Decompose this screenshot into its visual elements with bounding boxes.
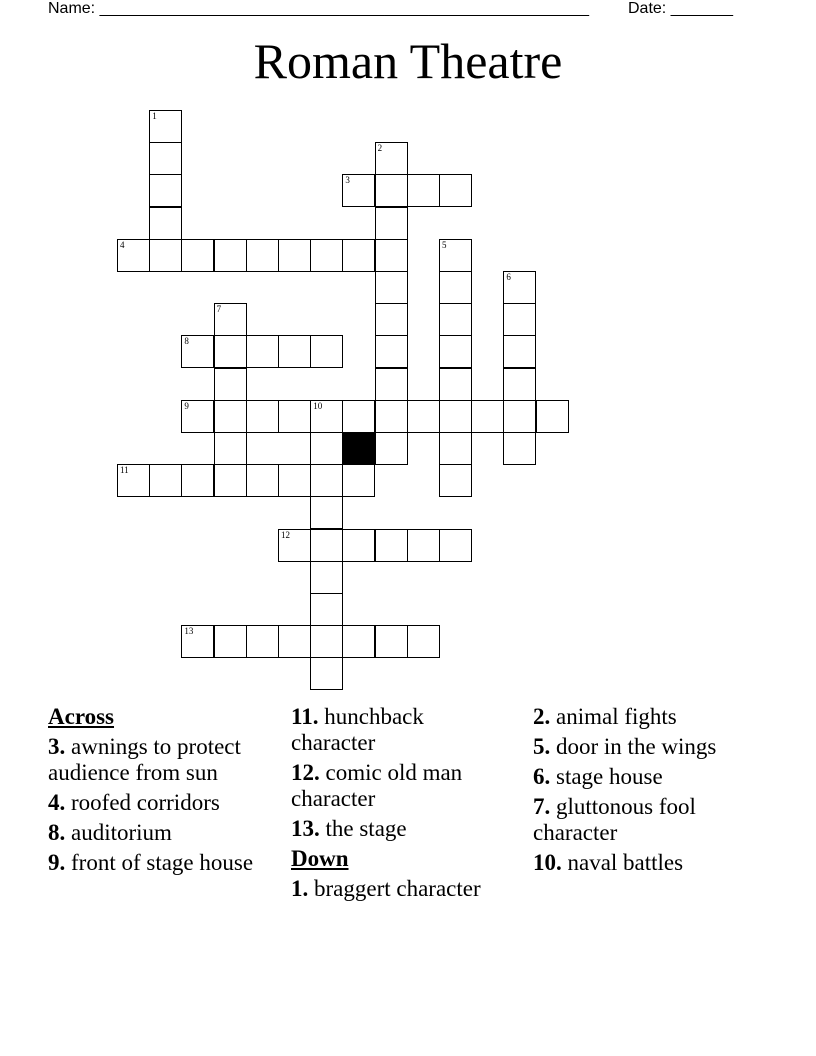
grid-cell[interactable] <box>214 625 247 658</box>
grid-cell[interactable] <box>310 625 343 658</box>
grid-cell[interactable] <box>246 335 279 368</box>
clue-item <box>291 760 511 812</box>
grid-cell[interactable] <box>342 529 375 562</box>
grid-cell[interactable] <box>310 400 343 433</box>
grid-cell[interactable] <box>149 174 182 207</box>
clue-item-text: animal fights <box>550 704 677 729</box>
grid-cell[interactable] <box>278 625 311 658</box>
grid-cell[interactable] <box>310 335 343 368</box>
clue-number: 9 <box>184 400 189 411</box>
clue-item-text: stage house <box>550 764 663 789</box>
clue-item-number: 1. <box>291 876 309 901</box>
grid-cell[interactable] <box>375 303 408 336</box>
grid-cell[interactable] <box>181 625 214 658</box>
clue-item-number: 9. <box>48 850 66 875</box>
grid-cell[interactable] <box>310 593 343 626</box>
grid-cell[interactable] <box>149 142 182 175</box>
grid-cell[interactable] <box>181 239 214 272</box>
grid-cell[interactable] <box>149 207 182 240</box>
grid-cell[interactable] <box>246 464 279 497</box>
grid-cell[interactable] <box>375 207 408 240</box>
grid-cell[interactable] <box>149 239 182 272</box>
clue-item-text: gluttonous fool character <box>533 794 696 845</box>
grid-cell[interactable] <box>214 335 247 368</box>
grid-cell[interactable] <box>149 110 182 143</box>
grid-cell[interactable] <box>278 400 311 433</box>
clue-item-number: 12. <box>291 760 320 785</box>
clue-item-number: 4. <box>48 790 66 815</box>
grid-cell[interactable] <box>439 368 472 401</box>
grid-cell[interactable] <box>181 335 214 368</box>
clue-item-number: 2. <box>533 704 551 729</box>
grid-cell[interactable] <box>375 335 408 368</box>
clue-item-text: the stage <box>319 816 407 841</box>
clue-column-1 <box>48 704 268 880</box>
down-heading: Down <box>291 846 349 871</box>
grid-cell[interactable] <box>246 625 279 658</box>
clue-item-text: auditorium <box>65 820 172 845</box>
grid-cell[interactable] <box>246 400 279 433</box>
clue-item-number: 7. <box>533 794 551 819</box>
grid-cell[interactable] <box>214 368 247 401</box>
grid-cell[interactable] <box>407 625 440 658</box>
clue-item <box>48 790 268 816</box>
grid-cell[interactable] <box>439 303 472 336</box>
clue-item-number: 11. <box>291 704 319 729</box>
across-heading: Across <box>48 704 115 729</box>
grid-cell[interactable] <box>342 625 375 658</box>
grid-cell[interactable] <box>439 432 472 465</box>
grid-cell[interactable] <box>181 464 214 497</box>
date-field-label: Date: _______ <box>628 0 733 17</box>
grid-cell[interactable] <box>310 496 343 529</box>
grid-cell[interactable] <box>503 335 536 368</box>
clue-item <box>533 850 763 876</box>
clue-item <box>48 734 268 786</box>
grid-cell[interactable] <box>439 529 472 562</box>
grid-cell[interactable] <box>310 657 343 690</box>
clue-number: 13 <box>184 626 194 637</box>
grid-cell[interactable] <box>375 271 408 304</box>
clue-number: 6 <box>506 272 511 282</box>
name-field-label: Name: _______________________________________________________ <box>48 0 589 17</box>
grid-cell[interactable] <box>117 239 150 272</box>
grid-cell[interactable] <box>439 271 472 304</box>
grid-cell[interactable] <box>214 432 247 465</box>
clue-item-number: 6. <box>533 764 551 789</box>
grid-cell[interactable] <box>503 271 536 304</box>
grid-cell[interactable] <box>375 400 408 433</box>
clue-number: 12 <box>281 529 290 540</box>
grid-cell[interactable] <box>278 239 311 272</box>
clue-item <box>48 850 268 876</box>
grid-cell[interactable] <box>407 174 440 207</box>
grid-cell[interactable] <box>439 335 472 368</box>
clue-item-text: awnings to protect audience from sun <box>48 734 241 785</box>
blocked-cell <box>342 432 375 465</box>
clue-item-text: naval battles <box>561 850 684 875</box>
clue-item-text: roofed corridors <box>65 790 220 815</box>
grid-cell[interactable] <box>117 464 150 497</box>
grid-cell[interactable] <box>407 400 440 433</box>
clue-number: 10 <box>313 400 323 411</box>
clue-column-3 <box>533 704 763 880</box>
grid-cell[interactable] <box>246 239 279 272</box>
clue-number: 2 <box>377 143 383 154</box>
clue-item <box>291 816 511 842</box>
clue-item-text: front of stage house <box>65 850 254 875</box>
grid-cell[interactable] <box>342 174 375 207</box>
grid-cell[interactable] <box>278 529 311 562</box>
clue-item-number: 8. <box>48 820 66 845</box>
grid-cell[interactable] <box>342 464 375 497</box>
grid-cell[interactable] <box>375 368 408 401</box>
grid-cell[interactable] <box>536 400 569 433</box>
grid-cell[interactable] <box>375 142 408 175</box>
grid-cell[interactable] <box>310 464 343 497</box>
clue-item-text: door in the wings <box>550 734 717 759</box>
grid-cell[interactable] <box>214 400 247 433</box>
grid-cell[interactable] <box>375 625 408 658</box>
clue-column-2 <box>291 704 511 906</box>
clue-number: 3 <box>345 175 350 186</box>
grid-cell[interactable] <box>278 464 311 497</box>
grid-cell[interactable] <box>375 529 408 562</box>
grid-cell[interactable] <box>503 432 536 465</box>
clue-item-number: 5. <box>533 734 551 759</box>
clue-item <box>533 704 763 730</box>
grid-cell[interactable] <box>503 400 536 433</box>
page-title: Roman Theatre <box>253 33 563 89</box>
clue-item <box>533 764 763 790</box>
clue-number: 1 <box>152 111 157 121</box>
clue-item <box>291 704 511 756</box>
clue-item <box>291 876 511 902</box>
clue-item <box>533 734 763 760</box>
grid-cell[interactable] <box>214 239 247 272</box>
grid-cell[interactable] <box>278 335 311 368</box>
grid-cell[interactable] <box>375 239 408 272</box>
clue-item-text: hunchback character <box>291 704 424 755</box>
clue-number: 5 <box>442 239 447 250</box>
grid-cell[interactable] <box>181 400 214 433</box>
clue-number: 8 <box>184 336 189 347</box>
clue-item <box>48 820 268 846</box>
grid-cell[interactable] <box>310 529 343 562</box>
grid-cell[interactable] <box>503 303 536 336</box>
clue-item-number: 10. <box>533 850 562 875</box>
grid-cell[interactable] <box>214 464 247 497</box>
grid-cell[interactable] <box>375 432 408 465</box>
grid-cell[interactable] <box>310 432 343 465</box>
clue-number: 4 <box>120 239 125 250</box>
grid-cell[interactable] <box>439 464 472 497</box>
grid-cell[interactable] <box>439 400 472 433</box>
grid-cell[interactable] <box>214 303 247 336</box>
clue-item-text: braggert character <box>308 876 481 901</box>
grid-cell[interactable] <box>149 464 182 497</box>
grid-cell[interactable] <box>407 529 440 562</box>
grid-cell[interactable] <box>342 239 375 272</box>
grid-cell[interactable] <box>439 174 472 207</box>
grid-cell[interactable] <box>503 368 536 401</box>
grid-cell[interactable] <box>310 239 343 272</box>
clue-item-text: comic old man character <box>291 760 463 811</box>
clue-item-number: 3. <box>48 734 66 759</box>
grid-cell[interactable] <box>310 561 343 594</box>
grid-cell[interactable] <box>471 400 504 433</box>
clue-item-number: 13. <box>291 816 320 841</box>
clue-number: 11 <box>120 465 129 476</box>
grid-cell[interactable] <box>342 400 375 433</box>
clue-number: 7 <box>216 304 222 315</box>
grid-cell[interactable] <box>375 174 408 207</box>
grid-cell[interactable] <box>439 239 472 272</box>
clue-item <box>533 794 763 846</box>
